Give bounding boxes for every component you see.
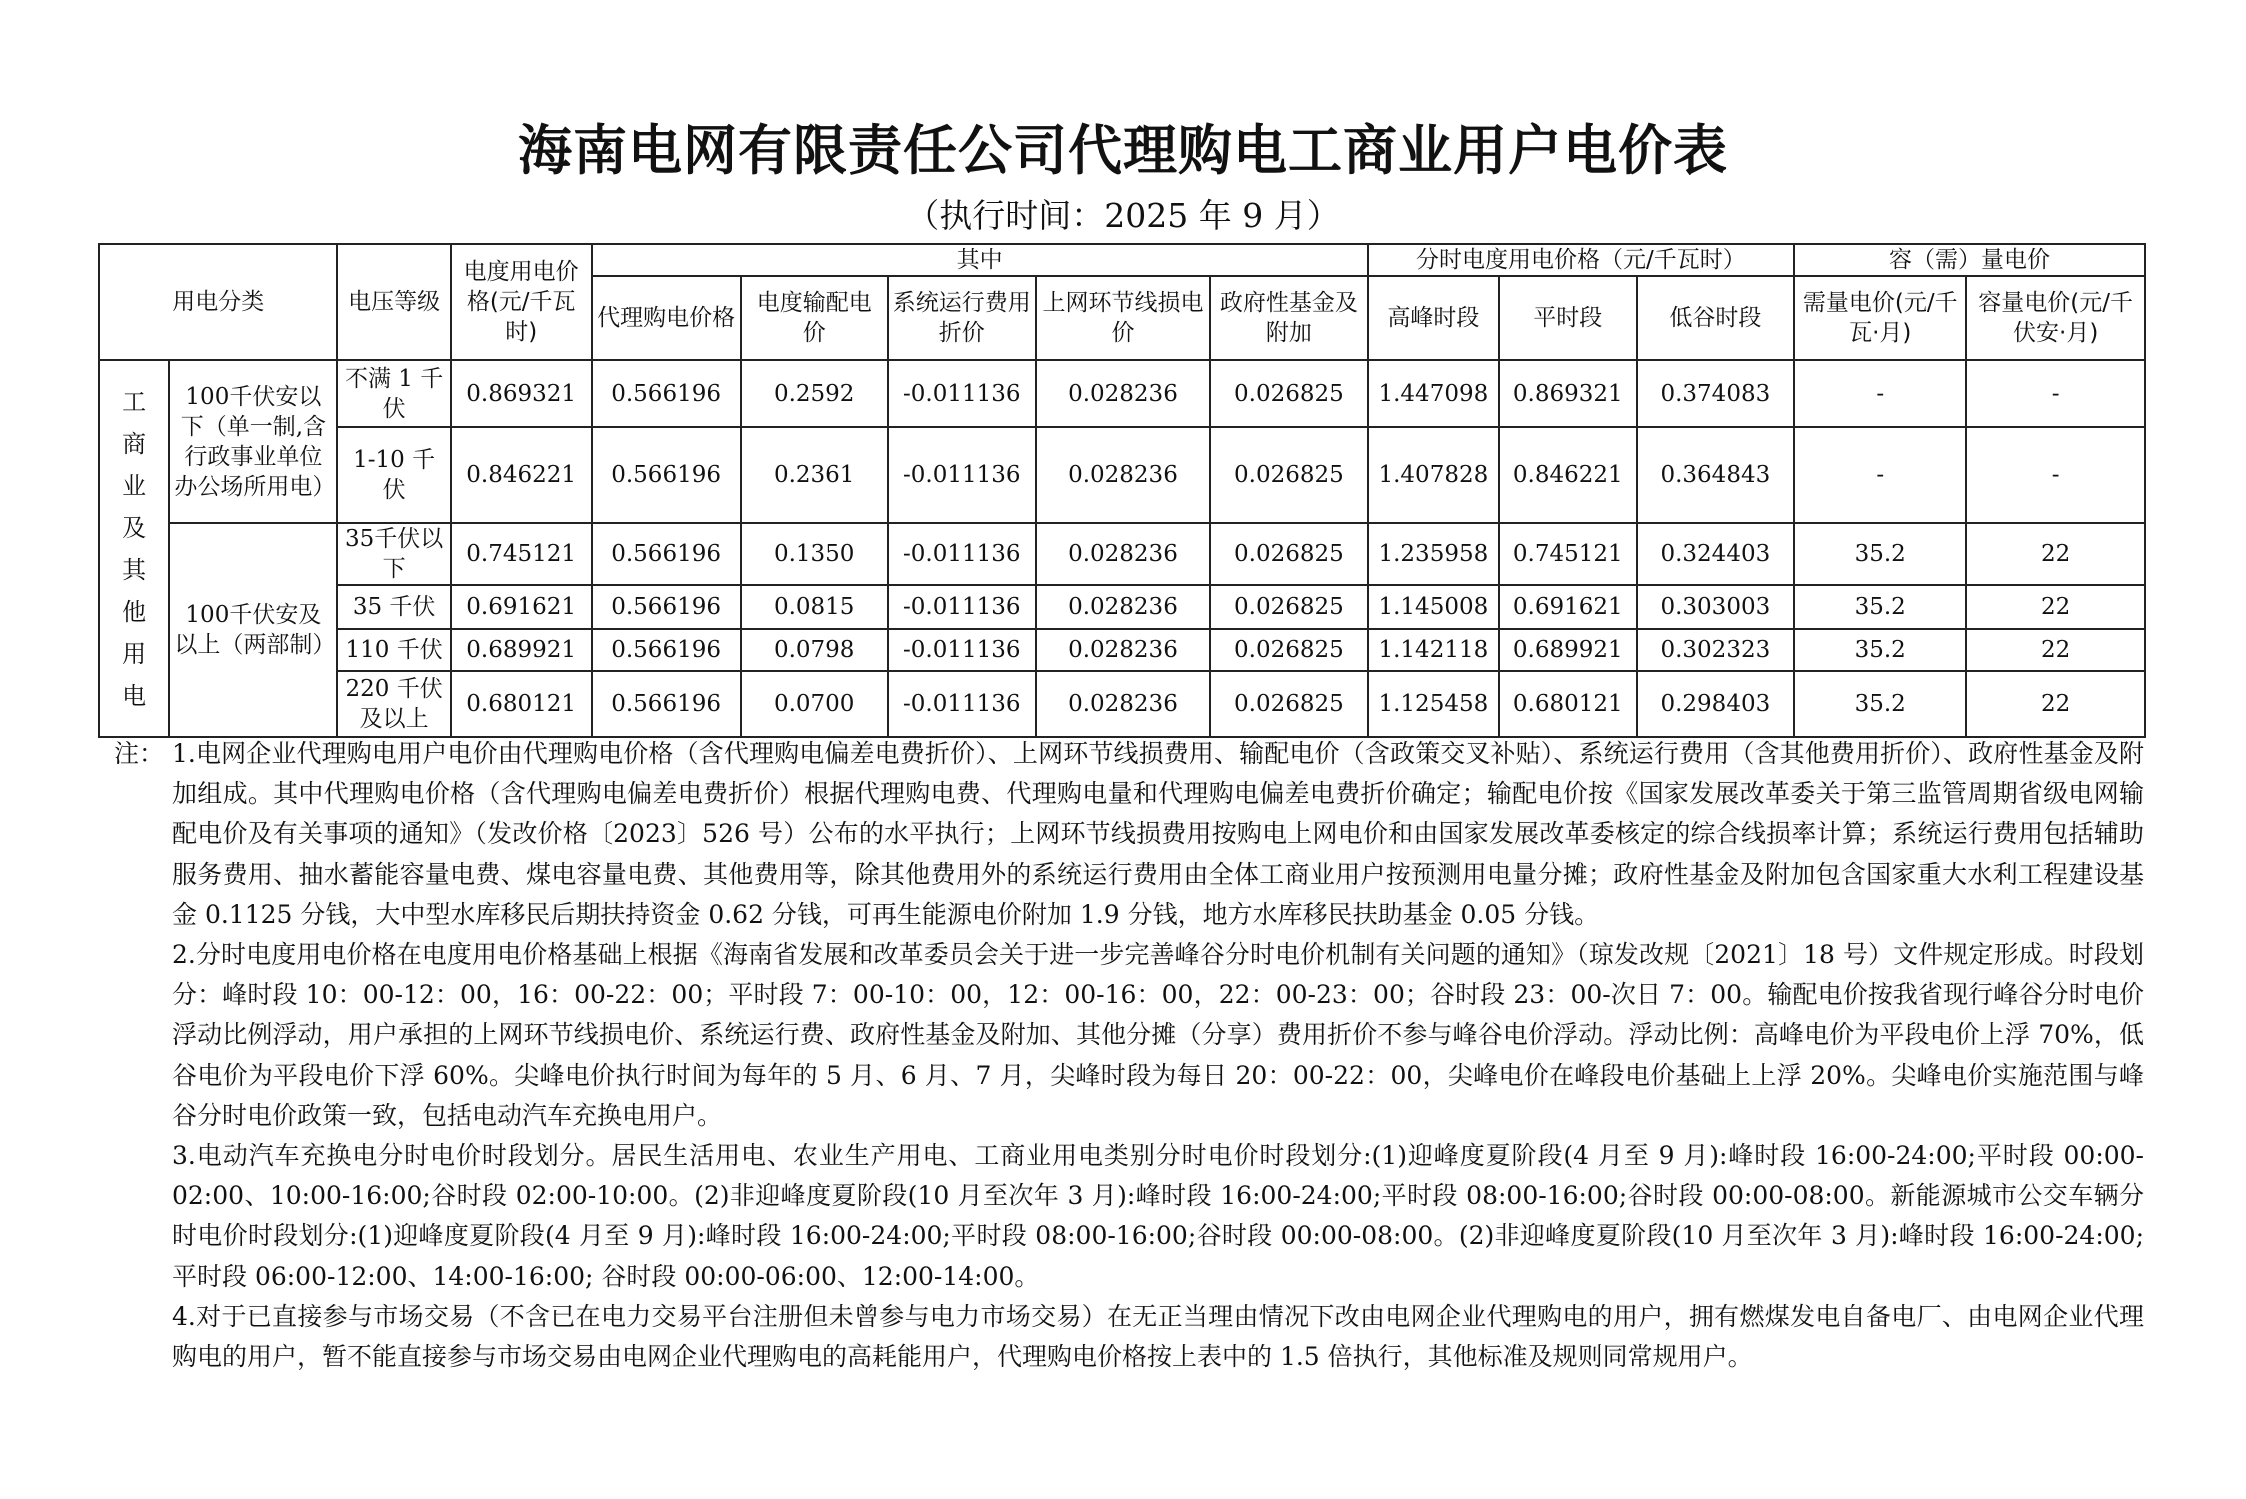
note-item: 1.电网企业代理购电用户电价由代理购电价格（含代理购电偏差电费折价）、上网环节线损费用、输配电价（含政策交叉补贴）、系统运行费用（含其他费用折价）、政府性基金及附加组成。其中代理购电价格（含代理购电偏差电费折价）根据代理购电费、代理购电量和代理购电偏差电费折价确定；输配电价按《国家发展改革委关于第三监管周期省级电网输配电价及有关事项的通知》（发改价格〔2023〕526 号）公布的水平执行；上网环节线损费用按购电上网电价和由国家发展改革委核定的综合线损率计算；系统运行费用包括辅助服务费用、抽水蓄能容量电费、煤电容量电费、其他费用等，除其他费用外的系统运行费用由全体工商业用户按预测用电量分摊；政府性基金及附加包含国家重大水利工程建设基金 0.1125 分钱，大中型水库移民后期扶持资金 0.62 分钱，可再生能源电价附加 1.9 分钱，地方水库移民扶助基金 0.05 分钱。 — [172, 739, 2144, 929]
demand-cell: 35.2 — [1794, 629, 1966, 671]
header-demand: 需量电价(元/千瓦·月) — [1794, 276, 1966, 360]
valley-cell: 0.374083 — [1637, 360, 1795, 427]
kwh-price-cell: 0.846221 — [451, 427, 592, 523]
line-loss-cell: 0.028236 — [1036, 671, 1210, 737]
agency-price-cell: 0.566196 — [592, 671, 741, 737]
flat-cell: 0.691621 — [1499, 585, 1637, 629]
table-row — [99, 585, 2145, 629]
header-peak: 高峰时段 — [1368, 276, 1499, 360]
valley-cell: 0.364843 — [1637, 427, 1795, 523]
table-row — [99, 360, 2145, 427]
category-main-label: 工商业及其他用电 — [122, 387, 147, 710]
flat-cell: 0.689921 — [1499, 629, 1637, 671]
header-line-loss: 上网环节线损电价 — [1036, 276, 1210, 360]
demand-cell: - — [1794, 427, 1966, 523]
group-single-tariff: 100千伏安以下（单一制,含行政事业单位办公场所用电） — [169, 360, 337, 523]
valley-cell: 0.302323 — [1637, 629, 1795, 671]
notes-section — [114, 734, 2144, 1377]
header-system-cost: 系统运行费用折价 — [888, 276, 1036, 360]
table-row — [99, 629, 2145, 671]
peak-cell: 1.407828 — [1368, 427, 1499, 523]
table-row — [99, 671, 2145, 737]
valley-cell: 0.324403 — [1637, 523, 1795, 585]
gov-fund-cell: 0.026825 — [1210, 427, 1368, 523]
voltage-cell: 220 千伏及以上 — [337, 671, 450, 737]
header-agency-price: 代理购电价格 — [592, 276, 741, 360]
header-group-among: 其中 — [592, 244, 1368, 276]
category-main-cell — [99, 360, 169, 737]
transmission-cell: 0.0815 — [741, 585, 888, 629]
capacity-cell: - — [1966, 360, 2145, 427]
agency-price-cell: 0.566196 — [592, 360, 741, 427]
system-cost-cell: -0.011136 — [888, 671, 1036, 737]
demand-cell: 35.2 — [1794, 523, 1966, 585]
voltage-cell: 35 千伏 — [337, 585, 450, 629]
header-gov-fund: 政府性基金及附加 — [1210, 276, 1368, 360]
capacity-cell: 22 — [1966, 585, 2145, 629]
gov-fund-cell: 0.026825 — [1210, 360, 1368, 427]
valley-cell: 0.303003 — [1637, 585, 1795, 629]
peak-cell: 1.142118 — [1368, 629, 1499, 671]
line-loss-cell: 0.028236 — [1036, 523, 1210, 585]
transmission-cell: 0.0700 — [741, 671, 888, 737]
capacity-cell: 22 — [1966, 523, 2145, 585]
table-row — [99, 523, 2145, 585]
peak-cell: 1.145008 — [1368, 585, 1499, 629]
note-item: 2.分时电度用电价格在电度用电价格基础上根据《海南省发展和改革委员会关于进一步完善峰谷分时电价机制有关问题的通知》（琼发改规〔2021〕18 号）文件规定形成。时段划分：峰时段 10：00-12：00，16：00-22：00；平时段 7：00-10：00，12：00-16：00，22：00-23：00；谷时段 23：00-次日 7：00。输配电价按我省现行峰谷分时电价浮动比例浮动，用户承担的上网环节线损电价、系统运行费、政府性基金及附加、其他分摊（分享）费用折价不参与峰谷电价浮动。浮动比例：高峰电价为平段电价上浮 70%，低谷电价为平段电价下浮 60%。尖峰电价执行时间为每年的 5 月、6 月、7 月，尖峰时段为每日 20：00-22：00，尖峰电价在峰段电价基础上上浮 20%。尖峰电价实施范围与峰谷分时电价政策一致，包括电动汽车充换电用户。 — [172, 940, 2144, 1130]
header-voltage: 电压等级 — [337, 244, 450, 360]
gov-fund-cell: 0.026825 — [1210, 523, 1368, 585]
price-table — [98, 243, 2146, 738]
line-loss-cell: 0.028236 — [1036, 585, 1210, 629]
header-category: 用电分类 — [99, 244, 337, 360]
capacity-cell: 22 — [1966, 671, 2145, 737]
header-capacity: 容量电价(元/千伏安·月) — [1966, 276, 2145, 360]
line-loss-cell: 0.028236 — [1036, 629, 1210, 671]
voltage-cell: 110 千伏 — [337, 629, 450, 671]
line-loss-cell: 0.028236 — [1036, 427, 1210, 523]
gov-fund-cell: 0.026825 — [1210, 671, 1368, 737]
capacity-cell: - — [1966, 427, 2145, 523]
system-cost-cell: -0.011136 — [888, 585, 1036, 629]
group-two-part-tariff: 100千伏安及以上（两部制） — [169, 523, 337, 737]
system-cost-cell: -0.011136 — [888, 427, 1036, 523]
page-title: 海南电网有限责任公司代理购电工商业用户电价表 — [518, 118, 1728, 182]
valley-cell: 0.298403 — [1637, 671, 1795, 737]
voltage-cell: 35千伏以下 — [337, 523, 450, 585]
note-item: 3.电动汽车充换电分时电价时段划分。居民生活用电、农业生产用电、工商业用电类别分时电价时段划分:(1)迎峰度夏阶段(4 月至 9 月):峰时段 16:00-24:00;平时段 00:00-02:00、10:00-16:00;谷时段 02:00-10:00。(2)非迎峰度夏阶段(10 月至次年 3 月):峰时段 16:00-24:00;平时段 08:00-16:00;谷时段 00:00-08:00。新能源城市公交车辆分时电价时段划分:(1)迎峰度夏阶段(4 月至 9 月):峰时段 16:00-24:00;平时段 08:00-16:00;谷时段 00:00-08:00。(2)非迎峰度夏阶段(10 月至次年 3 月):峰时段 16:00-24:00; 平时段 06:00-12:00、14:00-16:00; 谷时段 00:00-06:00、12:00-14:00。 — [172, 1141, 2144, 1291]
transmission-cell: 0.0798 — [741, 629, 888, 671]
system-cost-cell: -0.011136 — [888, 360, 1036, 427]
flat-cell: 0.680121 — [1499, 671, 1637, 737]
voltage-cell: 1-10 千伏 — [337, 427, 450, 523]
notes-label: 注： — [114, 739, 165, 768]
header-transmission: 电度输配电价 — [741, 276, 888, 360]
system-cost-cell: -0.011136 — [888, 523, 1036, 585]
peak-cell: 1.125458 — [1368, 671, 1499, 737]
header-flat: 平时段 — [1499, 276, 1637, 360]
transmission-cell: 0.2592 — [741, 360, 888, 427]
kwh-price-cell: 0.689921 — [451, 629, 592, 671]
kwh-price-cell: 0.680121 — [451, 671, 592, 737]
kwh-price-cell: 0.691621 — [451, 585, 592, 629]
agency-price-cell: 0.566196 — [592, 629, 741, 671]
gov-fund-cell: 0.026825 — [1210, 629, 1368, 671]
demand-cell: - — [1794, 360, 1966, 427]
demand-cell: 35.2 — [1794, 585, 1966, 629]
kwh-price-cell: 0.745121 — [451, 523, 592, 585]
kwh-price-cell: 0.869321 — [451, 360, 592, 427]
note-item: 4.对于已直接参与市场交易（不含已在电力交易平台注册但未曾参与电力市场交易）在无正当理由情况下改由电网企业代理购电的用户，拥有燃煤发电自备电厂、由电网企业代理购电的用户，暂不能直接参与市场交易由电网企业代理购电的高耗能用户，代理购电价格按上表中的 1.5 倍执行，其他标准及规则同常规用户。 — [172, 1301, 2144, 1372]
peak-cell: 1.447098 — [1368, 360, 1499, 427]
line-loss-cell: 0.028236 — [1036, 360, 1210, 427]
peak-cell: 1.235958 — [1368, 523, 1499, 585]
header-kwh-price: 电度用电价格(元/千瓦时) — [451, 244, 592, 360]
voltage-cell: 不满 1 千伏 — [337, 360, 450, 427]
header-group-tou: 分时电度用电价格（元/千瓦时） — [1368, 244, 1794, 276]
table-row — [99, 427, 2145, 523]
page-subtitle: （执行时间：2025 年 9 月） — [906, 196, 1340, 235]
agency-price-cell: 0.566196 — [592, 523, 741, 585]
flat-cell: 0.745121 — [1499, 523, 1637, 585]
transmission-cell: 0.2361 — [741, 427, 888, 523]
header-valley: 低谷时段 — [1637, 276, 1795, 360]
system-cost-cell: -0.011136 — [888, 629, 1036, 671]
transmission-cell: 0.1350 — [741, 523, 888, 585]
flat-cell: 0.869321 — [1499, 360, 1637, 427]
agency-price-cell: 0.566196 — [592, 585, 741, 629]
flat-cell: 0.846221 — [1499, 427, 1637, 523]
demand-cell: 35.2 — [1794, 671, 1966, 737]
gov-fund-cell: 0.026825 — [1210, 585, 1368, 629]
capacity-cell: 22 — [1966, 629, 2145, 671]
agency-price-cell: 0.566196 — [592, 427, 741, 523]
header-group-capacity: 容（需）量电价 — [1794, 244, 2145, 276]
